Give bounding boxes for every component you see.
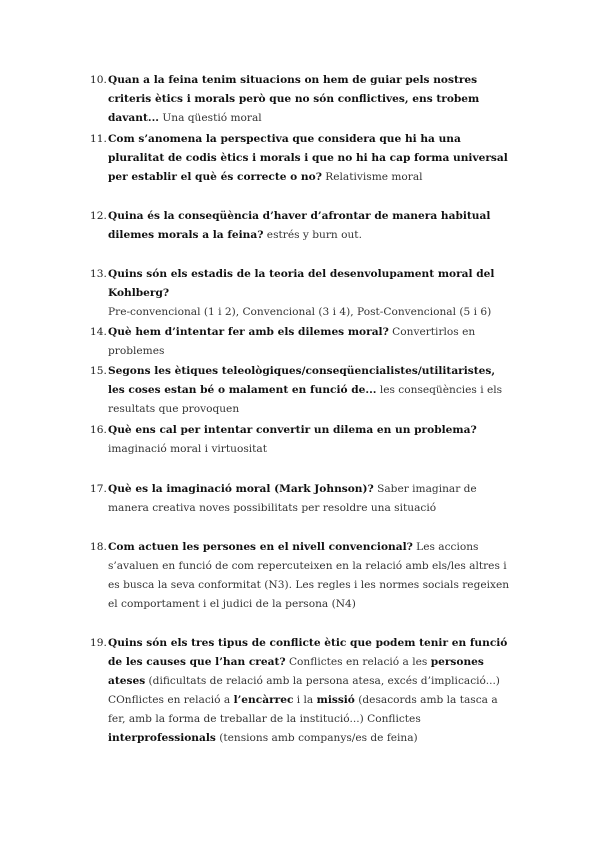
question-number: 14.: [90, 326, 107, 338]
answer-text: les conseqüències i els resultats que provoquen: [108, 384, 503, 415]
question-18: [90, 538, 515, 614]
question-text: Com s’anomena la perspectiva que considera que hi ha una pluralitat de codis ètics i morals i que no hi ha cap forma universal per establir el què és correcte o no?: [108, 133, 508, 183]
question-text: Quan a la feina tenim situacions on hem de guiar pels nostres criteris ètics i morals però que no són conflictives, ens trobem davant...: [108, 74, 480, 124]
answer-text: Una qüestió moral: [162, 112, 262, 124]
answer-part: (dificultats de relació amb la persona atesa, excés d’implicació...) COnflictes en relació a: [108, 675, 500, 706]
answer-text: Les accions s’avaluen en funció de com repercuteixen en la relació amb els/les altres i es busca la seva conformitat (N3). Les regles i les normes socials regeixen el comportament i el judici de la persona (N4): [108, 541, 510, 610]
answer-emphasis: missió: [316, 694, 355, 706]
answer-part: (tensions amb companys/es de feina): [215, 732, 418, 744]
question-19: [90, 634, 515, 748]
question-number: 15.: [90, 365, 107, 377]
question-text: Què hem d’intentar fer amb els dilemes moral?: [108, 326, 389, 338]
question-14: [90, 323, 515, 361]
question-text: Quina és la conseqüència d’haver d’afrontar de manera habitual dilemes morals a la feina?: [108, 210, 491, 241]
question-11: [90, 130, 515, 187]
answer-text: imaginació moral i virtuositat: [108, 443, 267, 455]
question-16: [90, 421, 515, 459]
question-number: 10.: [90, 74, 107, 86]
answer-text: Convertirlos en problemes: [108, 326, 476, 357]
question-text: Quins són els estadis de la teoria del desenvolupament moral del Kohlberg?: [108, 268, 495, 299]
question-text: Què es la imaginació moral (Mark Johnson)?: [108, 483, 374, 495]
question-text: Com actuen les persones en el nivell convencional?: [108, 541, 413, 553]
question-text: Quins són els tres tipus de conflicte ètic que podem tenir en funció de les causes que l’han creat?: [108, 637, 508, 668]
question-number: 13.: [90, 268, 107, 280]
question-15: [90, 362, 515, 419]
question-number: 11.: [90, 133, 107, 145]
question-number: 16.: [90, 424, 107, 436]
answer-emphasis: persones ateses: [108, 656, 484, 687]
question-number: 18.: [90, 541, 107, 553]
question-number: 17.: [90, 483, 107, 495]
answer-part: Conflictes en relació a les: [288, 656, 431, 668]
question-12: [90, 207, 515, 245]
question-text: Segons les ètiques teleològiques/conseqüencialistes/utilitaristes, les coses estan bé o malament en funció de...: [108, 365, 496, 396]
answer-text: estrés y burn out.: [266, 229, 362, 241]
answer-text: Saber imaginar de manera creativa noves possibilitats per resoldre una situació: [108, 483, 477, 514]
question-13: [90, 265, 515, 322]
answer-emphasis: l’encàrrec: [233, 694, 294, 706]
question-text: Què ens cal per intentar convertir un dilema en un problema?: [108, 424, 477, 436]
answer-part: i la: [293, 694, 317, 706]
question-10: [90, 71, 515, 128]
answer-part: (desacords amb la tasca a fer, amb la forma de treballar de la institució...) Conflictes: [108, 694, 498, 725]
answer-text: Relativisme moral: [325, 171, 423, 183]
answer-emphasis: interprofessionals: [108, 732, 216, 744]
question-number: 12.: [90, 210, 107, 222]
question-number: 19.: [90, 637, 107, 649]
answer-text: Pre-convencional (1 i 2), Convencional (3 i 4), Post-Convencional (5 i 6): [108, 306, 492, 318]
question-17: [90, 480, 515, 518]
